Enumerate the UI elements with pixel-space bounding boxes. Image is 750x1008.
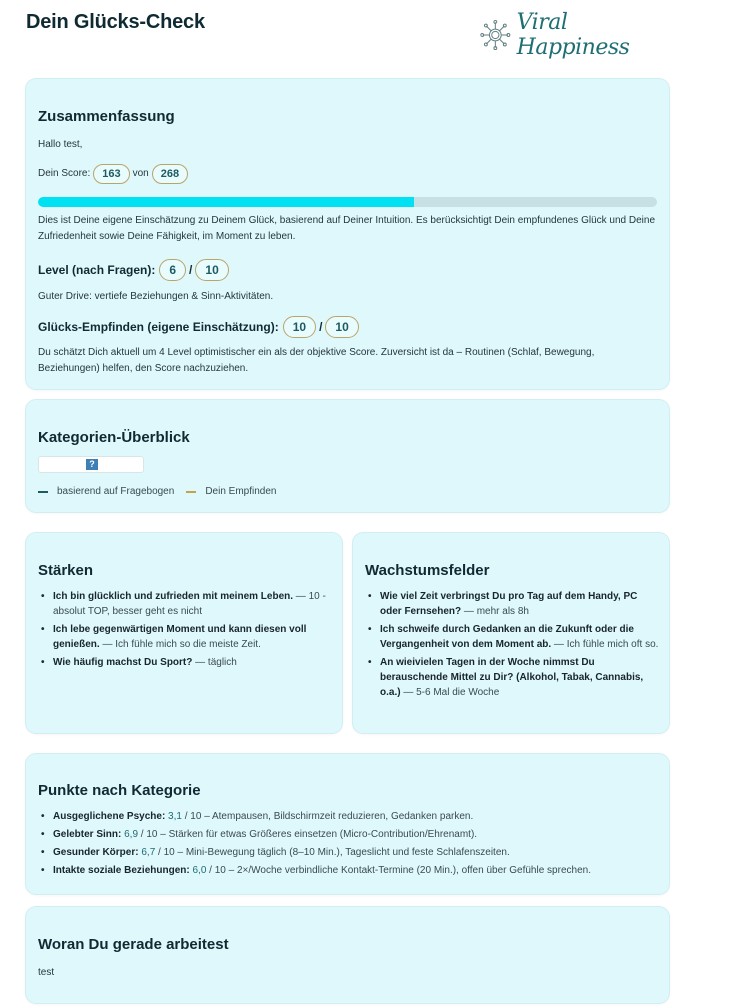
score-max: 268 [152, 164, 188, 184]
page-title: Dein Glücks-Check [26, 11, 205, 33]
score-label: Dein Score: [38, 168, 91, 179]
brand-wordmark: Viral Happiness [516, 10, 630, 60]
feeling-label: Glücks-Empfinden (eigene Einschätzung): [38, 320, 279, 334]
score-value: 163 [93, 164, 129, 184]
strengths-title: Stärken [38, 562, 94, 579]
legend-swatch-questionnaire [38, 491, 48, 493]
feeling-text: Du schätzt Dich aktuell um 4 Level optimistischer ein als der objektive Score. Zuversicht ist da – Routinen (Schlaf, Bewegung, Beziehungen) helfen, den Score nachzuziehen. [38, 347, 595, 374]
level-max: 10 [195, 259, 228, 281]
level-value: 6 [159, 259, 186, 281]
chart-legend [38, 486, 288, 497]
legend-label: basierend auf Fragebogen [57, 486, 175, 497]
level-label: Level (nach Fragen): [38, 263, 156, 277]
overview-card [26, 400, 669, 512]
greeting: Hallo test, [38, 139, 83, 150]
list-item: • Wie häufig machst Du Sport? — täglich [38, 655, 330, 670]
list-item: • An wieivielen Tagen in der Woche nimmst Du berauschende Mittel zu Dir? (Alkohol, Tabak, Cannabis, o.a.) — 5-6 Mal die Woche [365, 655, 659, 700]
category-chart [38, 456, 144, 473]
sun-wheel-icon [480, 18, 511, 52]
legend-item-questionnaire [38, 486, 174, 497]
category-points-list [38, 809, 657, 881]
score-progress-fill [38, 197, 414, 207]
score-of-label: von [132, 168, 149, 179]
list-item: • Intakte soziale Beziehungen: 6,0 / 10 – 2×/Woche verbindliche Kontakt-Termine (20 Min.), offen über Gefühle sprechen. [38, 863, 657, 878]
growth-list [365, 589, 659, 703]
level-row [38, 259, 229, 281]
list-item: • Ich schweife durch Gedanken an die Zukunft oder die Vergangenheit von dem Moment ab. — Ich fühle mich oft so. [365, 622, 659, 652]
working-on-title: Woran Du gerade arbeitest [38, 936, 229, 953]
category-points-title: Punkte nach Kategorie [38, 782, 201, 799]
category-points-card [26, 754, 669, 894]
list-item: • Wie viel Zeit verbringst Du pro Tag auf dem Handy, PC oder Fernsehen? — mehr als 8h [365, 589, 659, 619]
strengths-card [26, 533, 342, 733]
strengths-list [38, 589, 330, 673]
list-item: • Ich lebe gegenwärtigen Moment und kann diesen voll genießen. — Ich fühle mich so die meiste Zeit. [38, 622, 330, 652]
feeling-max: 10 [325, 316, 358, 338]
score-progress-bar [38, 197, 657, 207]
working-on-card [26, 907, 669, 1003]
summary-card [26, 79, 669, 389]
brand-logo [480, 10, 670, 60]
feeling-value: 10 [283, 316, 316, 338]
list-item: • Ausgeglichene Psyche: 3,1 / 10 – Atempausen, Bildschirmzeit reduzieren, Gedanken parken. [38, 809, 657, 824]
feeling-row [38, 316, 359, 338]
broken-image-icon: ? [86, 459, 98, 470]
list-item: • Ich bin glücklich und zufrieden mit meinem Leben. — 10 - absolut TOP, besser geht es nicht [38, 589, 330, 619]
growth-title: Wachstumsfelder [365, 562, 490, 579]
feeling-separator: / [319, 320, 323, 334]
list-item: • Gelebter Sinn: 6,9 / 10 – Stärken für etwas Größeres einsetzen (Micro-Contribution/Ehrenamt). [38, 827, 657, 842]
growth-card [353, 533, 669, 733]
working-on-text: test [38, 967, 55, 978]
legend-item-feeling [186, 486, 276, 497]
level-separator: / [189, 263, 193, 277]
level-text: Guter Drive: vertiefe Beziehungen & Sinn-Aktivitäten. [38, 291, 274, 302]
legend-label: Dein Empfinden [205, 486, 277, 497]
list-item: • Gesunder Körper: 6,7 / 10 – Mini-Bewegung täglich (8–10 Min.), Tageslicht und feste Schlafenszeiten. [38, 845, 657, 860]
overview-title: Kategorien-Überblick [38, 429, 190, 446]
summary-title: Zusammenfassung [38, 108, 175, 125]
score-row [38, 164, 188, 184]
score-description: Dies ist Deine eigene Einschätzung zu Deinem Glück, basierend auf Deiner Intuition. Es berücksichtigt Dein empfundenes Glück und Deine Zufriedenheit sowie Deine Fähigkeit, im Moment zu leben. [38, 215, 656, 242]
legend-swatch-feeling [186, 491, 196, 493]
